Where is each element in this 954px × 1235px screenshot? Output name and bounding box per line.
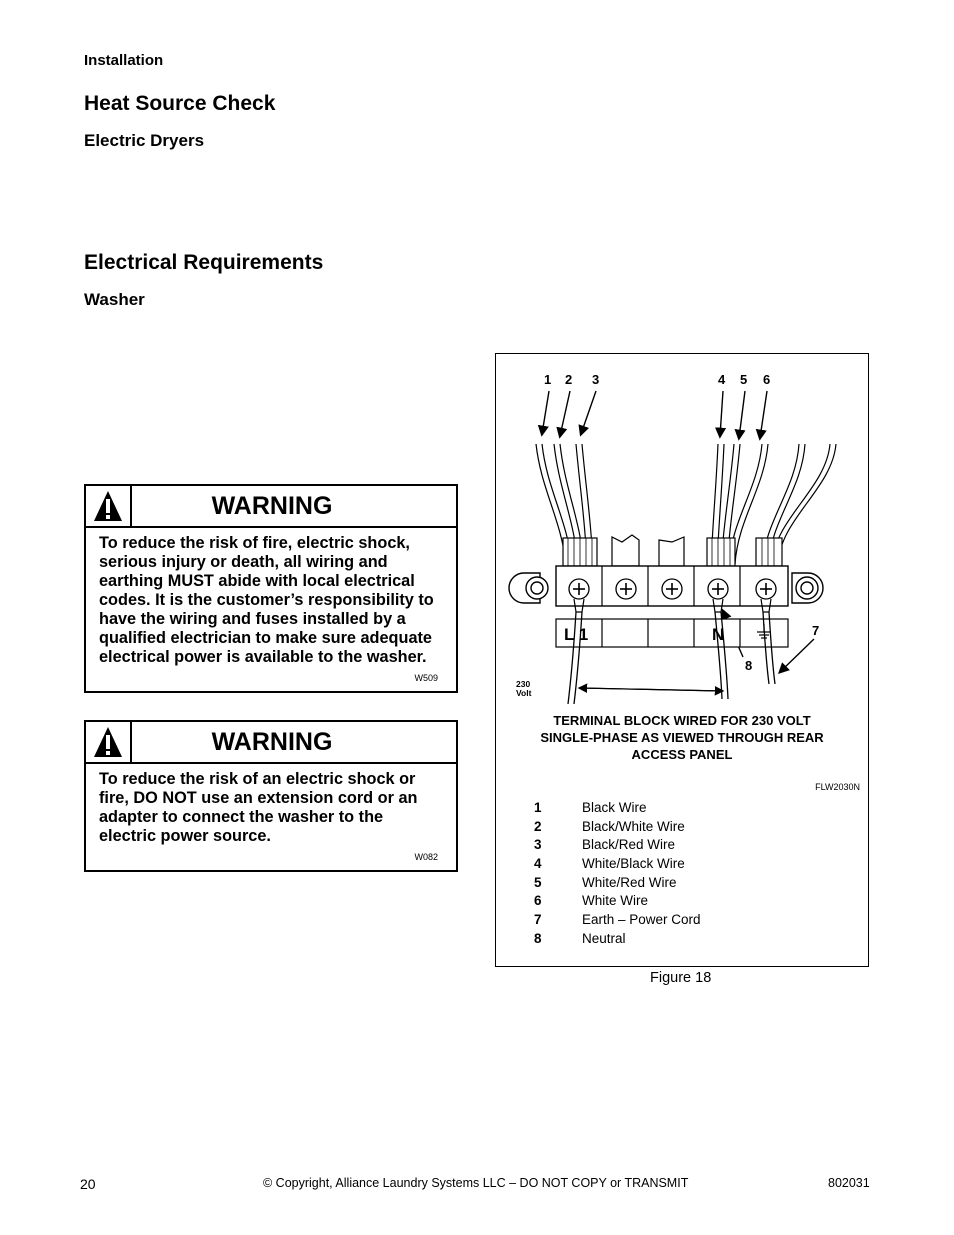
legend-row: [534, 854, 701, 873]
callout-6: 6: [763, 372, 771, 387]
legend-number: 8: [534, 930, 542, 946]
warning-title: WARNING: [211, 728, 333, 756]
heading-electrical-requirements: Electrical Requirements: [84, 251, 324, 274]
legend-label: Earth – Power Cord: [582, 911, 701, 927]
legend-number: 2: [534, 818, 542, 834]
callout-3: 3: [592, 372, 600, 387]
figure-code: FLW2030N: [815, 782, 860, 792]
voltage-label-line1: 230: [516, 679, 531, 689]
warning-triangle-icon: [86, 722, 132, 762]
warning-box-w082: [84, 720, 458, 872]
legend-number: 3: [534, 837, 542, 853]
warning-triangle-icon: [86, 486, 132, 526]
legend-label: White/Red Wire: [582, 874, 677, 890]
legend-row: [534, 929, 701, 948]
legend-row: [534, 891, 701, 910]
heading-washer: Washer: [84, 290, 145, 309]
document-number: 802031: [828, 1176, 870, 1190]
legend-row: [534, 798, 701, 817]
legend-number: 7: [534, 911, 542, 927]
warning-box-w509: [84, 484, 458, 693]
legend-label: White/Black Wire: [582, 855, 685, 871]
terminal-block-diagram: [496, 354, 868, 704]
legend-row: [534, 817, 701, 836]
voltage-label-line2: Volt: [516, 688, 532, 698]
page-number: 20: [80, 1176, 96, 1192]
legend-label: Neutral: [582, 930, 626, 946]
legend-row: [534, 835, 701, 854]
section-label: Installation: [84, 52, 164, 69]
legend-label: Black Wire: [582, 799, 647, 815]
legend-number: 5: [534, 874, 542, 890]
legend-number: 6: [534, 893, 542, 909]
figure-caption: TERMINAL BLOCK WIRED FOR 230 VOLT SINGLE-PHASE AS VIEWED THROUGH REAR ACCESS PANEL: [540, 713, 824, 762]
legend-label: Black/Red Wire: [582, 837, 676, 853]
legend-number: 1: [534, 799, 542, 815]
callout-1: 1: [544, 372, 552, 387]
warning-text: To reduce the risk of fire, electric shock, serious injury or death, all wiring and earthing MUST abide with local electrical codes. It is the customer’s responsibility to have the wiring and fuses installed by a qualified electrician to make sure adequate electrical power is available to the washer.: [99, 534, 434, 666]
copyright-notice: © Copyright, Alliance Laundry Systems LLC – DO NOT COPY or TRANSMIT: [263, 1176, 689, 1190]
legend-row: [534, 873, 701, 892]
terminal-l1-label: L 1: [564, 625, 589, 644]
callout-8: 8: [745, 658, 753, 673]
callout-2: 2: [565, 372, 573, 387]
warning-header: [86, 722, 456, 764]
warning-text: To reduce the risk of an electric shock or fire, DO NOT use an extension cord or an adapter to connect the washer to the electric power source.: [99, 770, 418, 845]
legend-label: Black/White Wire: [582, 818, 685, 834]
legend-label: White Wire: [582, 893, 649, 909]
warning-title: WARNING: [211, 492, 333, 520]
figure-label: Figure 18: [650, 970, 712, 986]
warning-code: W082: [414, 852, 438, 862]
heading-heat-source-check: Heat Source Check: [84, 92, 276, 115]
callout-7: 7: [812, 623, 820, 638]
wire-legend: [534, 798, 701, 948]
legend-number: 4: [534, 855, 542, 871]
callout-4: 4: [718, 372, 726, 387]
warning-header: [86, 486, 456, 528]
terminal-n-label: N: [712, 625, 725, 644]
heading-electric-dryers: Electric Dryers: [84, 131, 205, 150]
legend-row: [534, 910, 701, 929]
figure-18-box: [495, 353, 869, 967]
warning-code: W509: [414, 673, 438, 683]
callout-5: 5: [740, 372, 748, 387]
